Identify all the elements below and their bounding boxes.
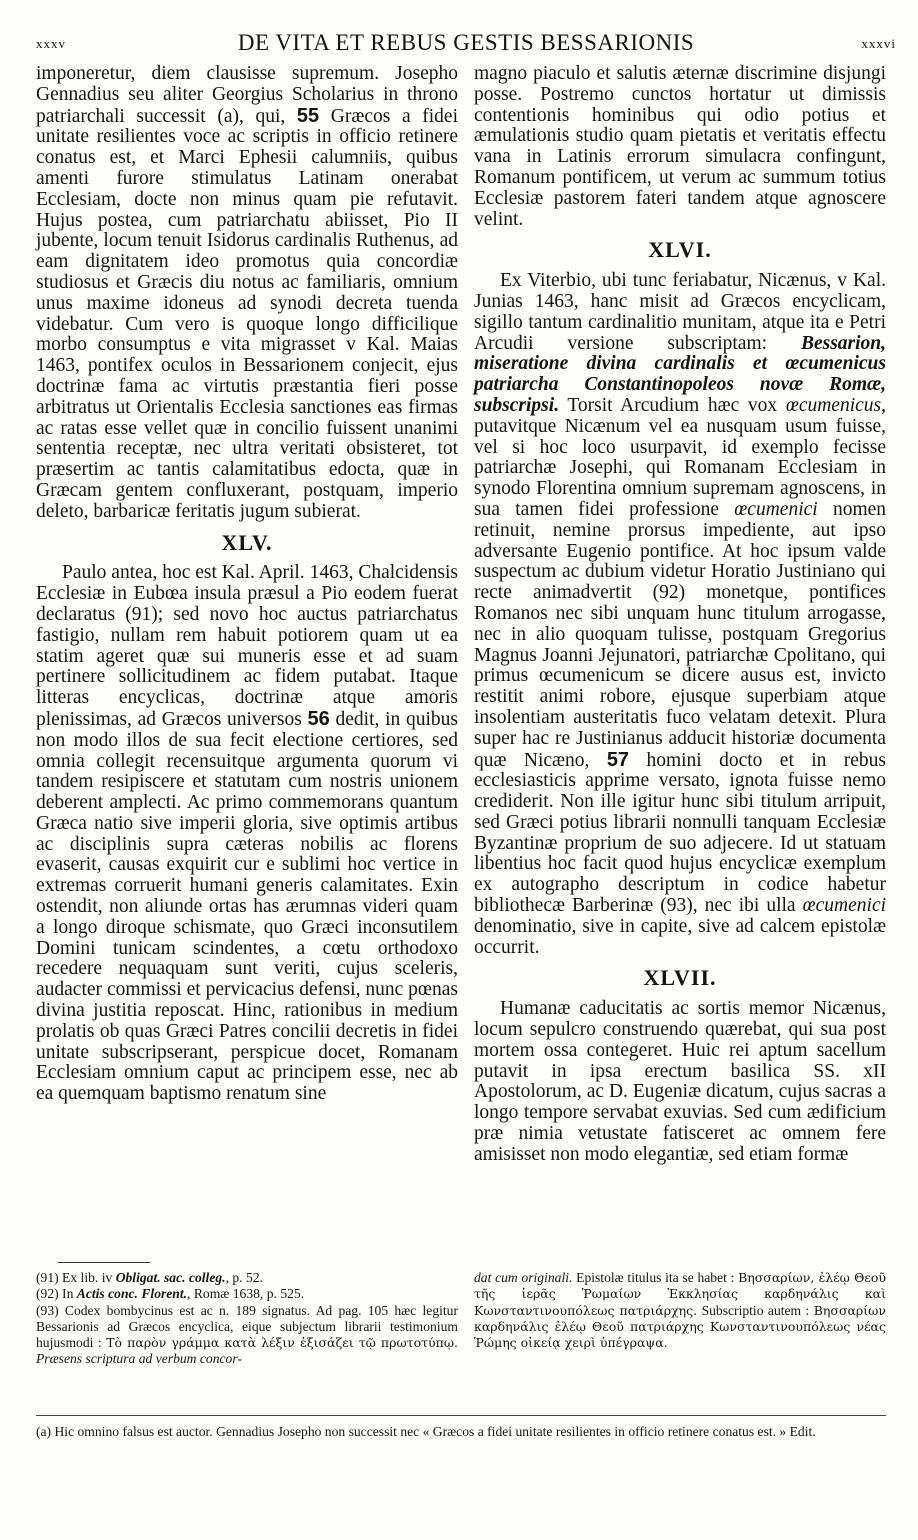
section-heading-xlvii: XLVII. [643,965,717,991]
greek-text: Βησσαρίων, ἐλέῳ Θεοῦ τῆς ἱερᾶς Ῥωμαίων Ἐκκλησίας καρδηνάλις καὶ Κωνσταντινουπόλεως πατριάρχης. [474,1270,886,1318]
text-run: nomen retinuit, nemine prorsus impediente, aut ipso adversante Eugenio pontifice. At hoc ipsum valde suspectum ac dubium videtur Horatio Justiniano qui recte animadvertit (92) monetque, pontifices Romanos nec sibi unquam hunc titulum arrogasse, nec in alio quoquam tulisse, postquam Gregorius Magnus Joanni Jejunatori, patriarchæ Cpolitano, qui primus œcumenicum se dicere ausus est, invicto restitit animi robore, ejusque superbiam atque insolentiam austeritatis fuco velatam detexit. Plura super hac re Justinianus adducit historiæ documenta quæ Nicæno, [474,498,887,771]
footnotes-left [36,1270,458,1368]
page-title: DE VITA ET REBUS GESTIS BESSARIONIS [237,30,695,55]
text-run: (91) Ex lib. iv [36,1270,113,1285]
text-run: , Romæ 1638, p. 525. [187,1286,305,1302]
text-run: , p. 52. [225,1270,263,1285]
text-run: (93) Codex bombycinus est ac n. 189 signatus. Ad pag. 105 hæc legitur Bessarionis ad Græcos encyclica, eique subjectum librarii testimonium hujusmodi : [36,1302,458,1351]
text-run: (92) In [36,1286,74,1302]
footnote-93 [36,1303,458,1368]
signature-text: Bessarion, miseratione divina cardinalis et œcumenicus patriarcha Constantinopoleos novæ Romæ, subscripsi. [474,332,887,416]
text-run: imponeretur, diem clausisse supremum. Josepho Gennadius seu aliter Georgius Scholarius in throno patriarchali successit (a), qui, [36,63,458,127]
greek-text: Τὸ παρὸν γράμμα κατὰ λέξιν ἐξισάζει τῷ πρωτοτύπῳ. [106,1335,458,1351]
paragraph [36,64,458,523]
text-run: denominatio, sive in capite, sive ad calcem epistolæ occurrit. [474,915,886,958]
greek-text: Βησσαρίων καρδηνάλις ἐλέῳ Θεοῦ πατριάρχης Κωνσταντινουπόλεως νέας Ῥώμης οἰκείᾳ χειρὶ ὑπέγραψα. [474,1302,886,1351]
paragraph [474,271,886,958]
italic-term: dat cum originali. [474,1270,573,1285]
section-heading-xlvi: XLVI. [648,237,712,263]
page-number-left: xxxv [36,36,66,51]
italic-term: Præsens scriptura ad verbum concor- [36,1351,242,1367]
running-header [36,30,896,60]
section-heading-xlv: XLV. [221,529,273,555]
italic-term: Actis conc. Florent. [76,1286,188,1302]
margin-page-number: 55 [296,104,320,127]
italic-term: œcumenicus [785,394,882,416]
text-run: Græcos a fidei unitate resilientes voce ac scriptis in officio retinere conatus est, et Marci Ephesii calumniis, quibus amenti furore stimulatus Latinam onerabat Ecclesiam, docte non minus quam pie refutavit. Hujus postea, cum patriarchatu abiisset, Pio II jubente, locum tenuit Isidorus cardinalis Ruthenus, ad eam dignitatem ideo promotus quia concordiæ studiosus et Græcis diu notus ac familiaris, omnium unus maxime idoneus ad synodi decreta tuenda videbatur. Cum vero is quoque longo difficilique morbo consumptus e vita migrasset v Kal. Maias 1463, pontifex oculos in Bessarionem conjecit, ejus doctrinæ fama ac virtutis præstantia fieri posse arbitratus ut Orientalis Ecclesia sanctiones eas firmas ac ratas esse vellet quæ in concilio fuissent unanimi sententia receptæ, nec ultra veritati obsisteret, tot præsertim ac tantis calamitatibus edocta, quæ in Græcam gentem confluxerant, postquam, imperio deleto, barbaricæ feritatis jugum subierat. [36,105,458,522]
text-run: Ex Viterbio, ubi tunc feriabatur, Nicænus, v Kal. Junias 1463, hanc misit ad Græcos encyclicam, sigillo tantum cardinalitio munitam, atque ita e Petri Arcudii versione subscriptam: [474,270,886,354]
paragraph [36,563,458,1105]
text-run: Epistolæ titulus ita se habet : [576,1270,735,1285]
margin-page-number: 57 [606,748,630,771]
margin-page-number: 56 [307,707,330,730]
italic-term: Obligat. sac. colleg. [115,1270,226,1285]
left-column [36,64,458,1105]
footnote-93-continued [474,1270,886,1351]
text-run: , putavitque Nicænum vel ea nusquam usum fuisse, vel si hoc loco usurpavit, id exemplo fecisse patriarchæ Josephi, qui Romanam Ecclesiam in synodo Florentina omnium supremam agnoscens, in sua tamen fidei professione [474,394,886,520]
editorial-note: (a) Hic omnino falsus est auctor. Gennadius Josepho non successit nec « Græcos a fidei unitate resilientes in officio retinere conatus est. » Edit. [36,1424,816,1439]
right-column [474,64,886,1166]
footnote-91 [36,1270,458,1286]
italic-term: œcumenici [802,895,887,917]
italic-term: œcumenici [734,498,818,520]
text-run: Torsit Arcudium hæc vox [567,394,778,416]
paragraph: Humanæ caducitatis ac sortis memor Nicænus, locum sepulcro construendo quærebat, qui sua post mortem ossa contegeret. Huic rei aptum sacellum putavit in ipsa erectum basilica SS. xII Apostolorum, ac D. Eugeniæ dicatum, cujus sacras a longo tempore servabat exuvias. Sed cum ædificium præ nimia vetustate fatisceret ac omnem fere amisisset non modo elegantiæ, sed etiam formæ [474,998,886,1165]
text-run: homini docto et in rebus ecclesiasticis apprime versato, ignota fuisse nemo crediderit. Non ille igitur hunc sibi titulum arripuit, sed Græci potius librarii nonnulli tanquam Ecclesiæ Byzantinæ proprium de suo adjecere. Id ut statuam libentius hoc facit quod hujus encyclicæ exemplum ex autographo descriptum in codice habetur bibliothecæ Barberinæ (93), nec ibi ulla [474,749,887,917]
text-run: Paulo antea, hoc est Kal. April. 1463, Chalcidensis Ecclesiæ in Eubœa insula præsul a Pio eodem fuerat declaratus (91); sed novo hoc auctus patriarchatus fastigio, nullam rem habuit potiorem quam ut ea statim ageret quæ sui muneris esse et ad suam pertinere sollicitudinem ac fidem putabat. Itaque litteras encyclicas, doctrinæ atque amoris plenissimas, ad Græcos universos [36,562,458,730]
footnote-92 [36,1286,458,1302]
footnotes-right [474,1270,886,1351]
editorial-note-divider [36,1415,886,1416]
footnote-divider [58,1262,150,1263]
text-run: dedit, in quibus non modo illos de sua fecit electione certiores, sed omnia collegit recensuitque argumenta quorum vi tandem resipiscere et statutam cum nostris unionem deberent amplecti. Ac primo commemorans quantum Græca natio sive imperii gloria, sive optimis artibus ac disciplinis supra cæteras nobilis ac florens evaserit, causas exquirit cur e sublimi hoc vertice in extremas corruerit humani generis calamitates. Exin ostendit, non aliunde ortas has ærumnas videri quam a longo diroque schismate, quo Græci inconsutilem Domini tunicam scindentes, a cœtu orthodoxo recedere nequaquam sunt veriti, cujus sceleris, audacter commissi et pervicacius defensi, nunc pœnas divina justitia reposcat. Hinc, rationibus in medium prolatis ob quas Græci Patres concilii decretis in fidei unitate subscripserant, perspicue docet, Romanam Ecclesiam omnium caput ac principem esse, nec ab ea quemquam baptismo renatum sine [36,708,458,1105]
page-number-right: xxxvi [861,36,896,51]
text-run: Subscriptio autem : [701,1302,810,1318]
paragraph: magno piaculo et salutis æternæ discrimine disjungi posse. Postremo cunctos hortatur ut dimissis contentionis hominibus qui odio potius et æmulationis studio quam pietatis et veritatis effectu vana in Latinis errorum simulacra confingunt, Romanum pontificem, ut verum ac summum totius Ecclesiæ pastorem fateri tandem atque agnoscere velint. [474,63,886,230]
